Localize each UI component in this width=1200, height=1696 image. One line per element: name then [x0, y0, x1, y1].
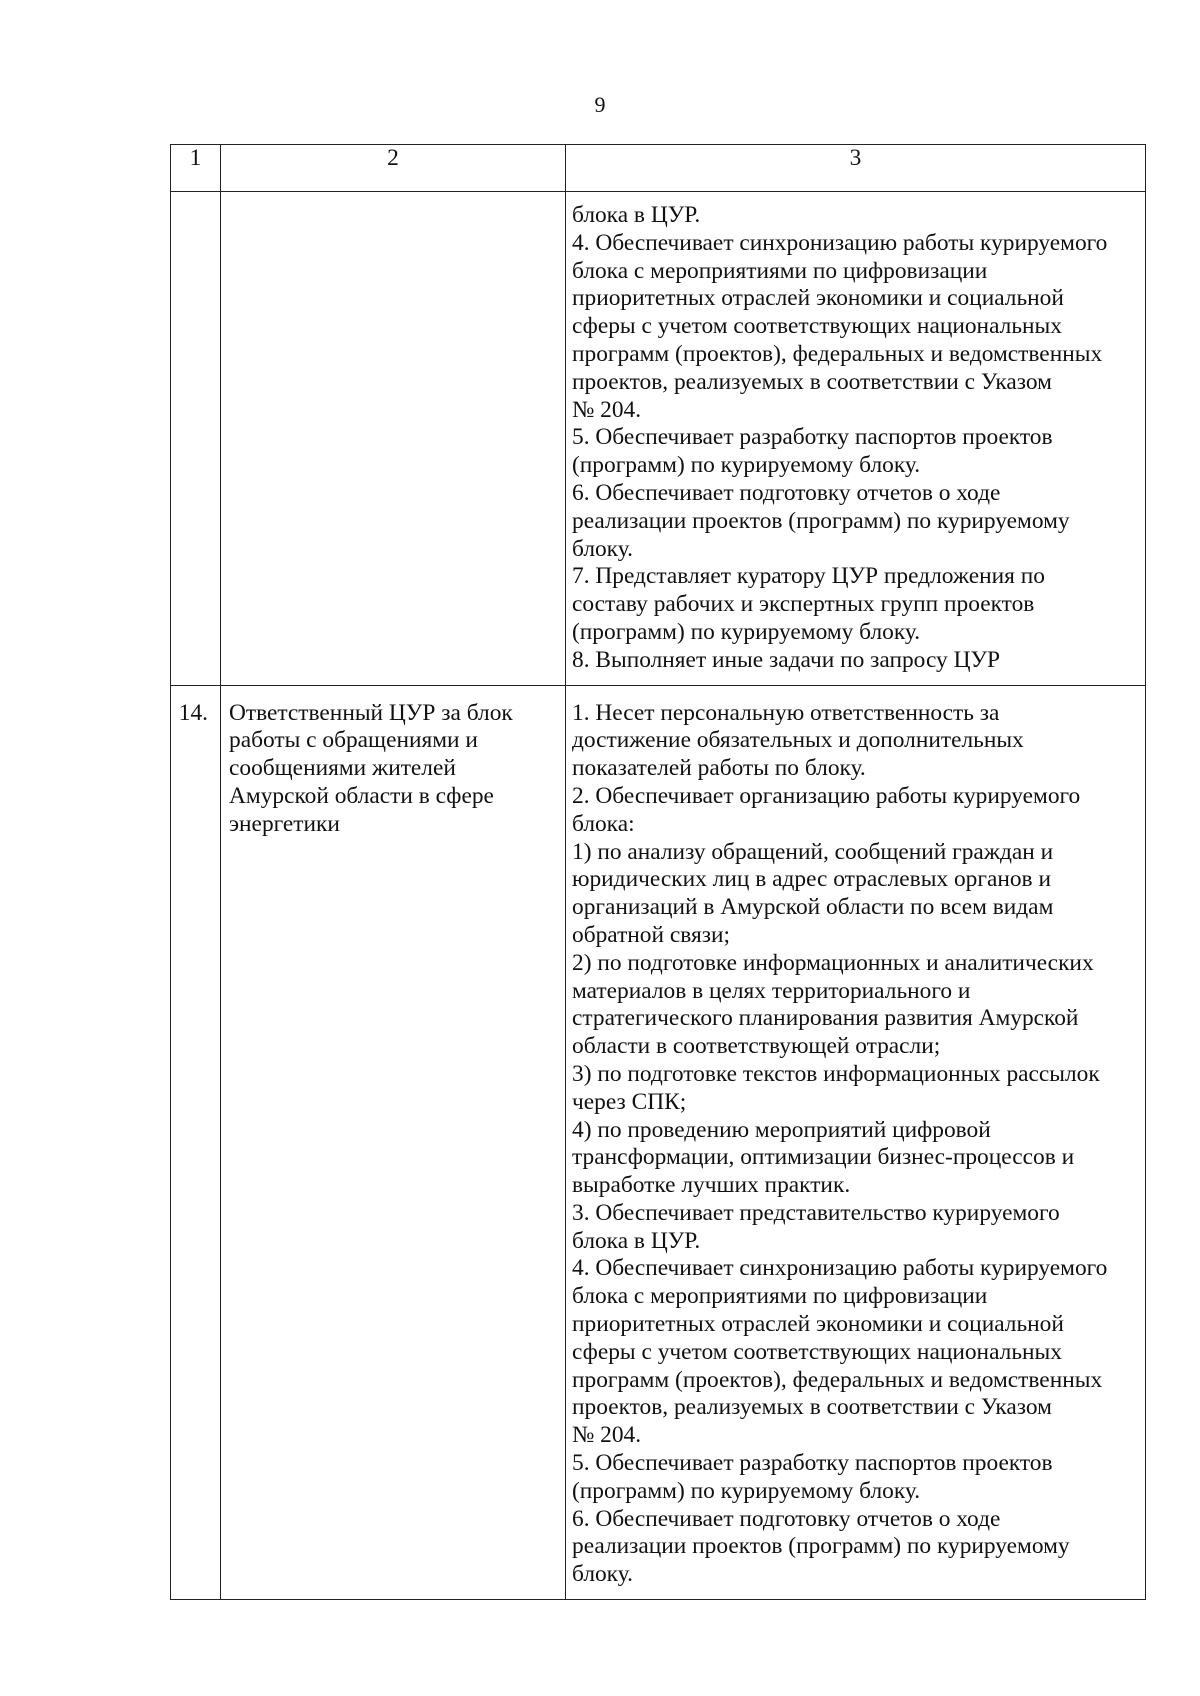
text-line: юридических лиц в адрес отраслевых органов и — [572, 866, 1051, 893]
responsible-name-cell — [221, 192, 566, 686]
text-line: реализации проектов (программ) по курируемому — [572, 1533, 1070, 1560]
text-line: (программ) по курируемому блоку. — [572, 618, 921, 645]
text-line: Ответственный ЦУР за блок — [229, 699, 513, 726]
text-line: реализации проектов (программ) по курируемому — [572, 507, 1070, 534]
text-line: проектов, реализуемых в соответствии с Указом — [572, 368, 1052, 395]
text-line: составу рабочих и экспертных групп проектов — [572, 591, 1035, 618]
text-line: 4. Обеспечивает синхронизацию работы курируемого — [572, 229, 1108, 256]
text-line: (программ) по курируемому блоку. — [572, 452, 921, 479]
row-number: 14. — [171, 685, 221, 1600]
text-line: блока с мероприятиями по цифровизации — [572, 1283, 988, 1310]
text-line: сообщениями жителей — [229, 755, 456, 782]
text-line: программ (проектов), федеральных и ведомственных — [572, 340, 1103, 367]
text-line: блока в ЦУР. — [572, 1227, 701, 1254]
text-line: области в соответствующей отрасли; — [572, 1033, 941, 1060]
text-line: № 204. — [572, 1422, 642, 1449]
text-line: приоритетных отраслей экономики и социальной — [572, 1311, 1064, 1338]
text-line: проектов, реализуемых в соответствии с Указом — [572, 1394, 1052, 1421]
responsibility-table — [170, 144, 1146, 1600]
text-line: блока: — [572, 810, 635, 837]
text-line: 4. Обеспечивает синхронизацию работы курируемого — [572, 1255, 1108, 1282]
header-col-1: 1 — [171, 145, 221, 192]
text-line: работы с обращениями и — [229, 727, 478, 754]
text-line: достижение обязательных и дополнительных — [572, 727, 1024, 754]
text-line: 6. Обеспечивает подготовку отчетов о ходе — [572, 1505, 1001, 1532]
header-col-2: 2 — [221, 145, 566, 192]
text-line: 2. Обеспечивает организацию работы курируемого — [572, 782, 1081, 809]
text-line: блока с мероприятиями по цифровизации — [572, 257, 988, 284]
text-line: приоритетных отраслей экономики и социальной — [572, 285, 1064, 312]
text-line: 3. Обеспечивает представительство курируемого — [572, 1199, 1060, 1226]
duties-cell — [566, 192, 1146, 686]
row-number — [171, 192, 221, 686]
text-line: энергетики — [229, 810, 340, 837]
duties-cell — [566, 685, 1146, 1600]
text-line: (программ) по курируемому блоку. — [572, 1477, 921, 1504]
text-line: 8. Выполняет иные задачи по запросу ЦУР — [572, 646, 1001, 673]
page-number: 9 — [594, 92, 606, 117]
text-line: 7. Представляет куратору ЦУР предложения по — [572, 563, 1045, 590]
header-col-3: 3 — [566, 145, 1146, 192]
text-line: 2) по подготовке информационных и аналитических — [572, 949, 1094, 976]
text-line: обратной связи; — [572, 921, 731, 948]
text-line: стратегического планирования развития Амурской — [572, 1005, 1079, 1032]
table-header-row — [171, 145, 1146, 192]
text-line: сферы с учетом соответствующих национальных — [572, 313, 1062, 340]
text-line: показателей работы по блоку. — [572, 755, 866, 782]
text-line: 4) по проведению мероприятий цифровой — [572, 1116, 991, 1143]
text-line: 6. Обеспечивает подготовку отчетов о ходе — [572, 479, 1001, 506]
table-row — [171, 192, 1146, 686]
text-line: трансформации, оптимизации бизнес-процессов и — [572, 1144, 1075, 1171]
table-row — [171, 685, 1146, 1600]
text-line: через СПК; — [572, 1088, 687, 1115]
text-line: блоку. — [572, 1561, 633, 1588]
text-line: блока в ЦУР. — [572, 202, 701, 228]
text-line: организаций в Амурской области по всем видам — [572, 894, 1054, 921]
text-line: 1) по анализу обращений, сообщений граждан и — [572, 838, 1054, 865]
text-line: № 204. — [572, 396, 642, 423]
text-line: программ (проектов), федеральных и ведомственных — [572, 1366, 1103, 1393]
text-line: сферы с учетом соответствующих национальных — [572, 1338, 1062, 1365]
text-line: 1. Несет персональную ответственность за — [572, 699, 1000, 726]
text-line: выработке лучших практик. — [572, 1172, 851, 1199]
responsible-name-cell — [221, 685, 566, 1600]
text-line: 5. Обеспечивает разработку паспортов проектов — [572, 1450, 1053, 1477]
text-line: 5. Обеспечивает разработку паспортов проектов — [572, 424, 1053, 451]
text-line: Амурской области в сфере — [229, 782, 494, 809]
text-line: блоку. — [572, 535, 633, 562]
text-line: материалов в целях территориального и — [572, 977, 971, 1004]
text-line: 3) по подготовке текстов информационных рассылок — [572, 1060, 1100, 1087]
